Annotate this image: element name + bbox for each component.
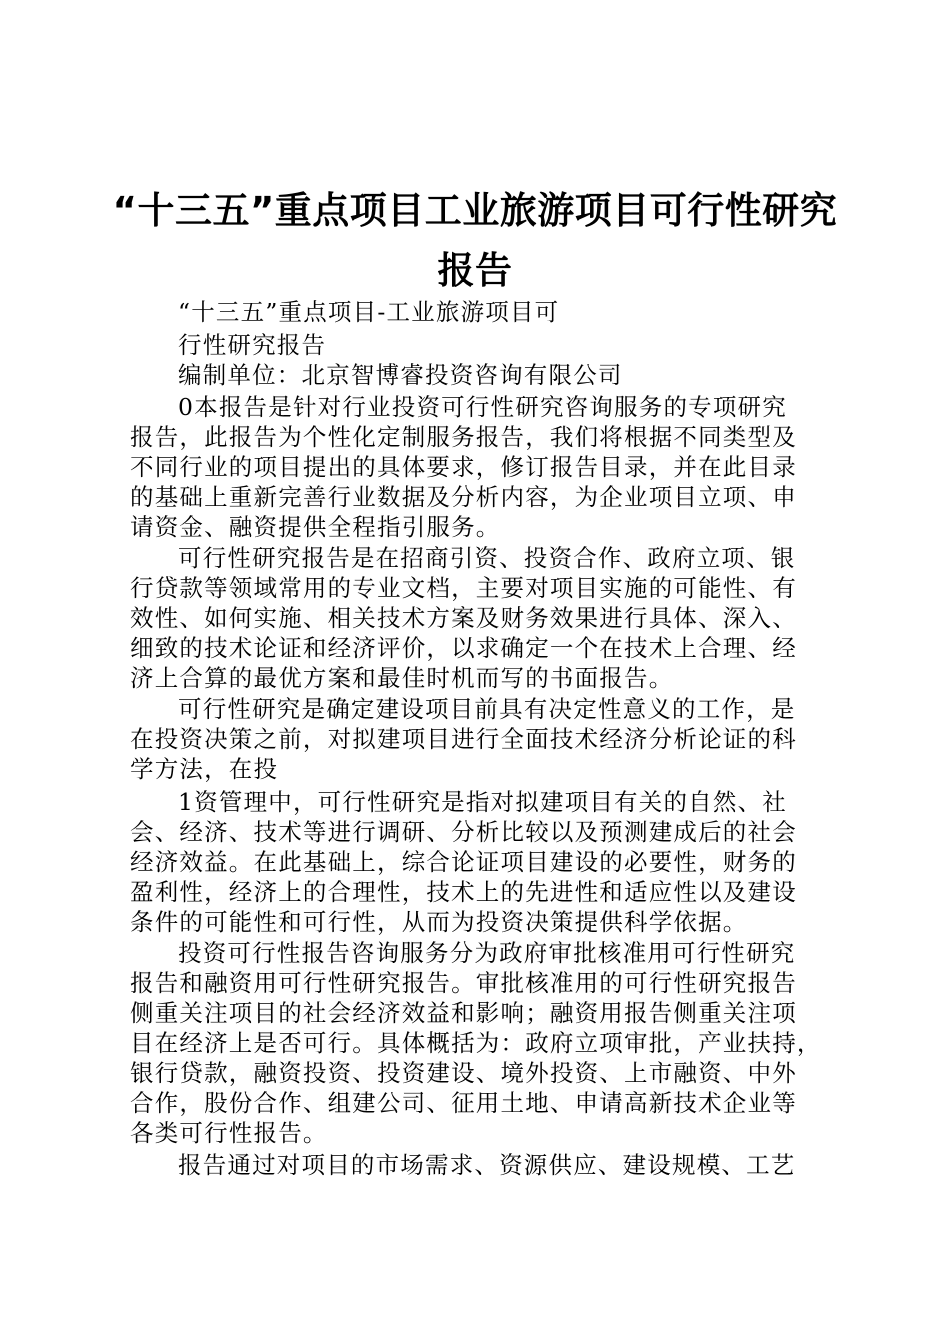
- body-line: 不同行业的项目提出的具体要求，修订报告目录，并在此目录: [130, 453, 797, 481]
- body-line: 报告，此报告为个性化定制服务报告，我们将根据不同类型及: [130, 423, 797, 451]
- body-line: 经济效益。在此基础上，综合论证项目建设的必要性，财务的: [130, 848, 797, 876]
- body-line: 盈利性，经济上的合理性，技术上的先进性和适应性以及建设: [130, 878, 797, 906]
- body-line: 效性、如何实施、相关技术方案及财务效果进行具体、深入、: [130, 604, 797, 632]
- body-line: 的基础上重新完善行业数据及分析内容，为企业项目立项、申: [130, 483, 797, 511]
- body-line: “十三五”重点项目-工业旅游项目可: [178, 298, 560, 326]
- body-line: 会、经济、技术等进行调研、分析比较以及预测建成后的社会: [130, 818, 797, 846]
- body-line: 请资金、融资提供全程指引服务。: [130, 513, 501, 541]
- body-line: 1资管理中，可行性研究是指对拟建项目有关的自然、社: [178, 788, 787, 816]
- body-line: 报告通过对项目的市场需求、资源供应、建设规模、工艺: [178, 1151, 796, 1179]
- body-line: 在投资决策之前，对拟建项目进行全面技术经济分析论证的科: [130, 725, 797, 753]
- body-line: 学方法，在投: [130, 755, 279, 783]
- body-line: 细致的技术论证和经济评价，以求确定一个在技术上合理、经: [130, 634, 797, 662]
- document-title-line-2: 报告: [437, 249, 513, 292]
- body-line: 编制单位：北京智博睿投资咨询有限公司: [178, 361, 623, 389]
- body-line: 投资可行性报告咨询服务分为政府审批核准用可行性研究: [178, 939, 796, 967]
- body-line: 可行性研究报告是在招商引资、投资合作、政府立项、银: [178, 544, 796, 572]
- body-line: 行性研究报告: [178, 331, 327, 359]
- body-line: 各类可行性报告。: [130, 1119, 328, 1147]
- body-line: 条件的可能性和可行性，从而为投资决策提供科学依据。: [130, 908, 748, 936]
- body-line: 报告和融资用可行性研究报告。审批核准用的可行性研究报告: [130, 969, 797, 997]
- body-line: 0本报告是针对行业投资可行性研究咨询服务的专项研究: [178, 393, 787, 421]
- document-title-line-1: “十三五”重点项目工业旅游项目可行性研究: [112, 189, 838, 232]
- body-line: 银行贷款，融资投资、投资建设、境外投资、上市融资、中外: [130, 1059, 797, 1087]
- body-line: 行贷款等领域常用的专业文档，主要对项目实施的可能性、有: [130, 574, 797, 602]
- body-line: 济上合算的最优方案和最佳时机而写的书面报告。: [130, 664, 674, 692]
- body-line: 合作，股份合作、组建公司、征用土地、申请高新技术企业等: [130, 1089, 797, 1117]
- body-line: 目在经济上是否可行。具体概括为：政府立项审批，产业扶持，: [130, 1029, 822, 1057]
- body-line: 可行性研究是确定建设项目前具有决定性意义的工作，是: [178, 695, 796, 723]
- body-line: 侧重关注项目的社会经济效益和影响；融资用报告侧重关注项: [130, 999, 797, 1027]
